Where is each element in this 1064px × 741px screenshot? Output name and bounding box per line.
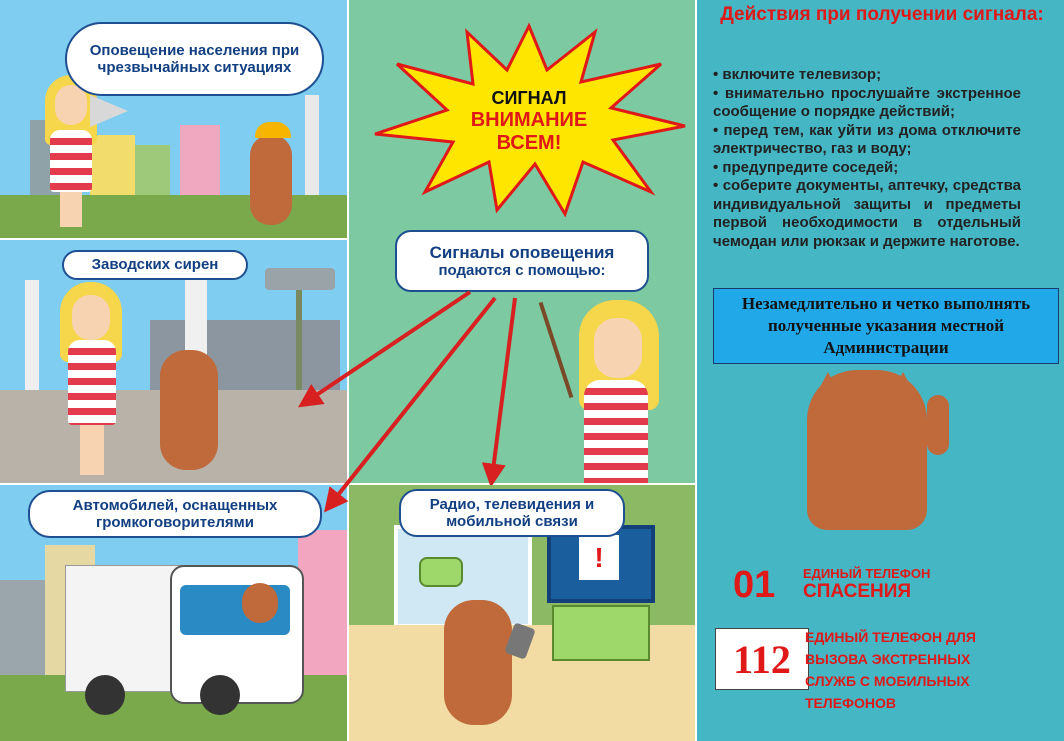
phone-01-label-line-1: ЕДИНЫЙ ТЕЛЕФОН [803,566,931,581]
cars-bubble: Автомобилей, оснащенных громкоговорителями [28,490,322,538]
cat-ear [812,372,844,402]
burst-line-3: ВСЕМ! [496,131,562,154]
phone-01-label [803,566,930,603]
panel-title: Действия при получении сигнала: [720,4,1044,25]
burst-line-1: СИГНАЛ [491,88,567,108]
phone-112: 112 [715,628,809,690]
phone-112-label: ЕДИНЫЙ ТЕЛЕФОН ДЛЯ ВЫЗОВА ЭКСТРЕННЫХ СЛУЖБ С МОБИЛЬНЫХ ТЕЛЕФОНОВ [805,629,976,711]
tv-cabinet [552,605,650,661]
notice-box: Незамедлительно и четко выполнять полученные указания местной Администрации [713,288,1059,364]
notify-bubble: Оповещение населения при чрезвычайных ситуациях [65,22,324,96]
panel-radio [349,485,695,741]
cat [444,600,512,725]
action-item: • соберите документы, аптечку, средства индивидуальной защиты и предметы первой необходимости в отдельный чемодан или рюкзак и держите наготове. [713,177,1021,251]
arrow-to-radio [492,298,515,478]
action-item: • внимательно прослушайте экстренное сообщение о порядке действий; [713,85,1021,122]
cat-raised-paw [927,395,949,455]
actions-list [713,66,1021,251]
signals-bubble-line-1: Сигналы оповещения [429,242,615,262]
arrow-to-sirens [306,292,470,402]
right-panel [697,0,1064,741]
phone-01-label-line-2: СПАСЕНИЯ [803,581,912,602]
signals-bubble-line-2: подаются с помощью: [438,262,606,280]
tv-alert: ! [579,535,619,580]
radio-bubble: Радио, телевидения и мобильной связи [399,489,625,537]
action-item: • перед тем, как уйти из дома отключите электричество, газ и воду; [713,122,1021,159]
phone-01: 01 [733,564,776,606]
action-item: • включите телевизор; [713,66,1021,85]
action-item: • предупредите соседей; [713,159,1021,178]
sirens-bubble: Заводских сирен [62,250,248,280]
burst-line-2: ВНИМАНИЕ [470,108,588,131]
router-icon [419,557,463,587]
cat-ear [887,372,919,402]
